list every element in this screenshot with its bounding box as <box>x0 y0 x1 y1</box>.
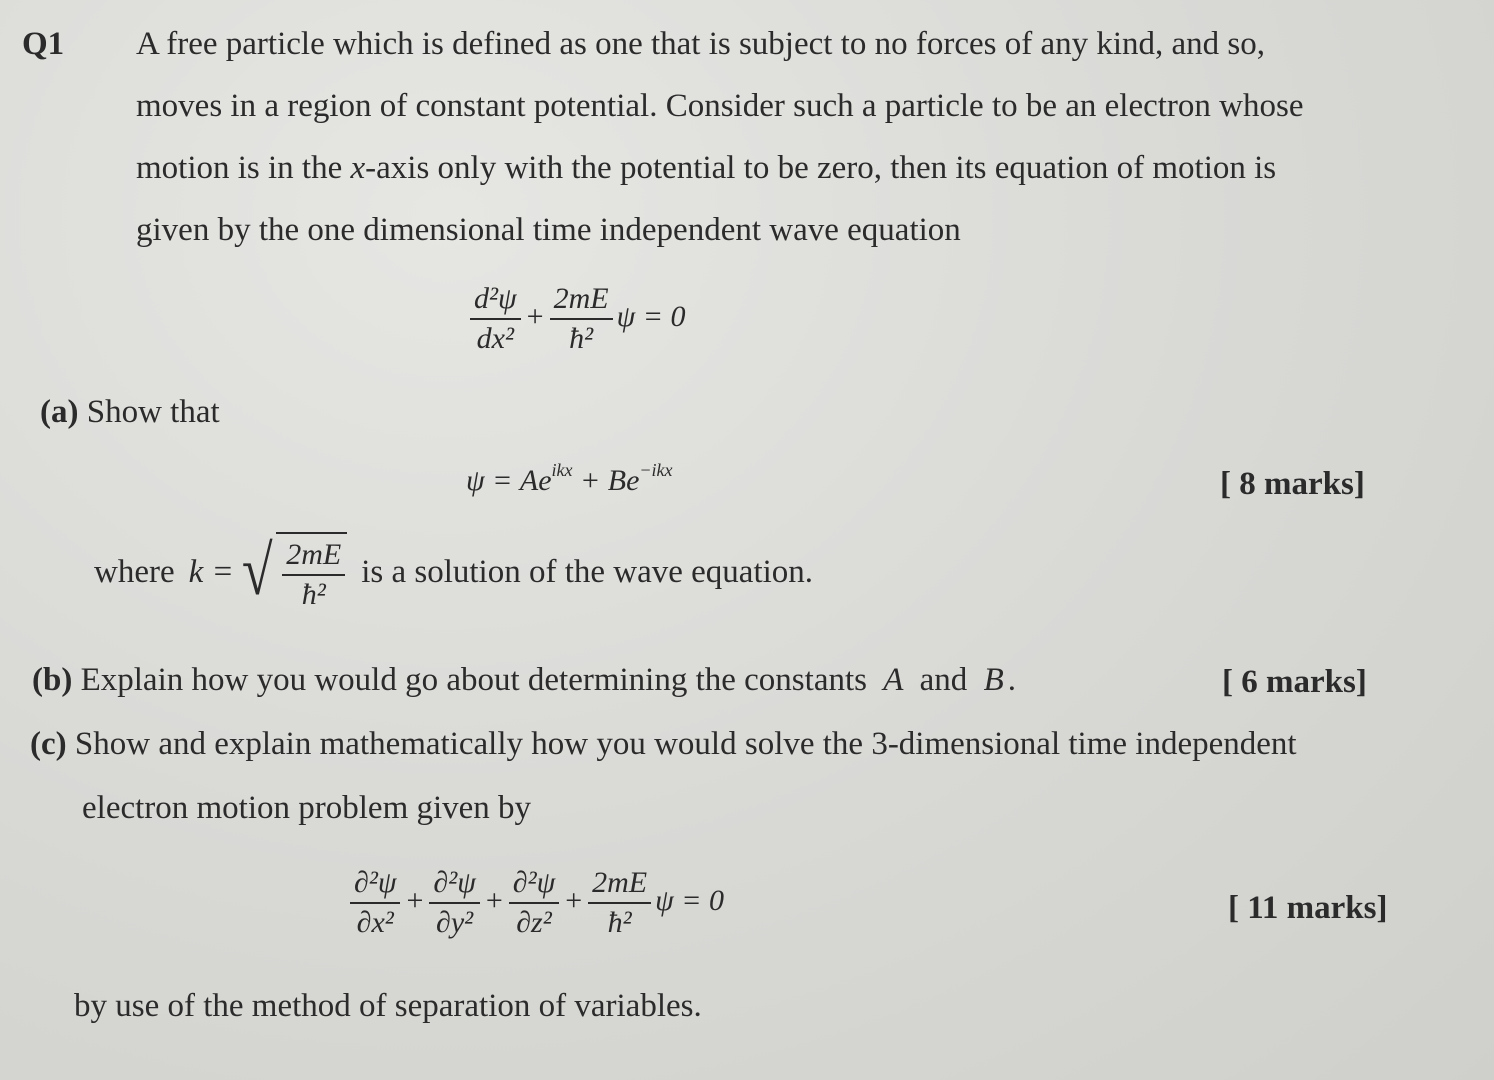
period: . <box>1007 662 1016 698</box>
fraction-denominator: ħ² <box>569 322 594 355</box>
part-b-text: Explain how you would go about determining the constants <box>80 662 867 698</box>
fraction-denominator: ∂x² <box>356 906 394 939</box>
part-c-line-2: electron motion problem given by <box>82 790 532 826</box>
part-b <box>32 662 1016 699</box>
fraction-numerator: 2mE <box>550 282 613 320</box>
wave-equation-3d <box>350 866 724 940</box>
equation-rhs: ψ = 0 <box>655 883 725 917</box>
k-equals: k = <box>188 553 234 590</box>
fraction-2mE-hbar2 <box>588 866 651 940</box>
fraction-denominator: ħ² <box>301 578 326 611</box>
part-a-marks: [ 8 marks] <box>1220 466 1365 502</box>
fraction-numerator: ∂²ψ <box>350 866 400 904</box>
and-text: and <box>919 662 968 698</box>
radical-sign: √ <box>241 533 273 610</box>
fraction-partial-z <box>509 866 559 940</box>
part-c-closing: by use of the method of separation of variables. <box>74 988 702 1024</box>
part-b-label: (b) <box>32 662 73 698</box>
fraction-partial-y <box>429 866 479 940</box>
part-c-line-1 <box>30 726 1297 763</box>
solution-part-1: ψ = Ae <box>466 464 552 497</box>
question-number: Q1 <box>22 26 65 62</box>
solution-equation <box>466 460 673 498</box>
equation-rhs: ψ = 0 <box>616 299 686 333</box>
part-a-heading <box>40 394 220 431</box>
fraction-partial-x <box>350 866 400 940</box>
radicand <box>276 532 347 612</box>
part-b-marks: [ 6 marks] <box>1222 664 1367 700</box>
intro-line-3-end: -axis only with the potential to be zero, then its equation of motion is <box>365 150 1277 186</box>
k-definition <box>94 532 813 612</box>
square-root <box>238 532 347 612</box>
intro-line-4: given by the one dimensional time independent wave equation <box>136 212 961 248</box>
intro-line-2: moves in a region of constant potential. Consider such a particle to be an electron whose <box>136 88 1304 124</box>
solution-part-2: + Be <box>572 464 640 497</box>
fraction-numerator: 2mE <box>282 538 345 576</box>
intro-line-3 <box>136 150 1276 187</box>
part-a-text: Show that <box>86 394 220 430</box>
exponent-minus-ikx: −ikx <box>639 460 673 480</box>
fraction-numerator: ∂²ψ <box>509 866 559 904</box>
constant-a: A <box>883 662 904 698</box>
fraction-2mE-hbar2 <box>550 282 613 356</box>
plus-sign: + <box>485 883 503 917</box>
fraction-denominator: ∂y² <box>436 906 474 939</box>
fraction-k <box>282 538 345 612</box>
plus-sign: + <box>406 883 424 917</box>
part-c-marks: [ 11 marks] <box>1228 890 1388 926</box>
intro-line-3-start: motion is in the <box>136 150 343 186</box>
wave-equation-1d <box>470 282 685 356</box>
fraction-numerator: 2mE <box>588 866 651 904</box>
part-a-label: (a) <box>40 394 79 430</box>
fraction-denominator: ∂z² <box>516 906 552 939</box>
fraction-numerator: ∂²ψ <box>429 866 479 904</box>
part-c-label: (c) <box>30 726 67 762</box>
x-variable: x <box>350 150 366 186</box>
exponent-ikx: ikx <box>551 460 573 480</box>
part-c-text-1: Show and explain mathematically how you would solve the 3-dimensional time independent <box>74 726 1297 762</box>
fraction-numerator: d²ψ <box>470 282 521 320</box>
part-a-tail: is a solution of the wave equation. <box>361 553 814 590</box>
constant-b: B <box>983 662 1004 698</box>
intro-line-1: A free particle which is defined as one that is subject to no forces of any kind, and so, <box>136 26 1266 62</box>
plus-sign: + <box>565 883 583 917</box>
plus-sign: + <box>526 299 544 333</box>
fraction-d2psi-dx2 <box>470 282 521 356</box>
where-text: where <box>94 553 175 590</box>
fraction-denominator: dx² <box>476 322 514 355</box>
fraction-denominator: ħ² <box>607 906 632 939</box>
